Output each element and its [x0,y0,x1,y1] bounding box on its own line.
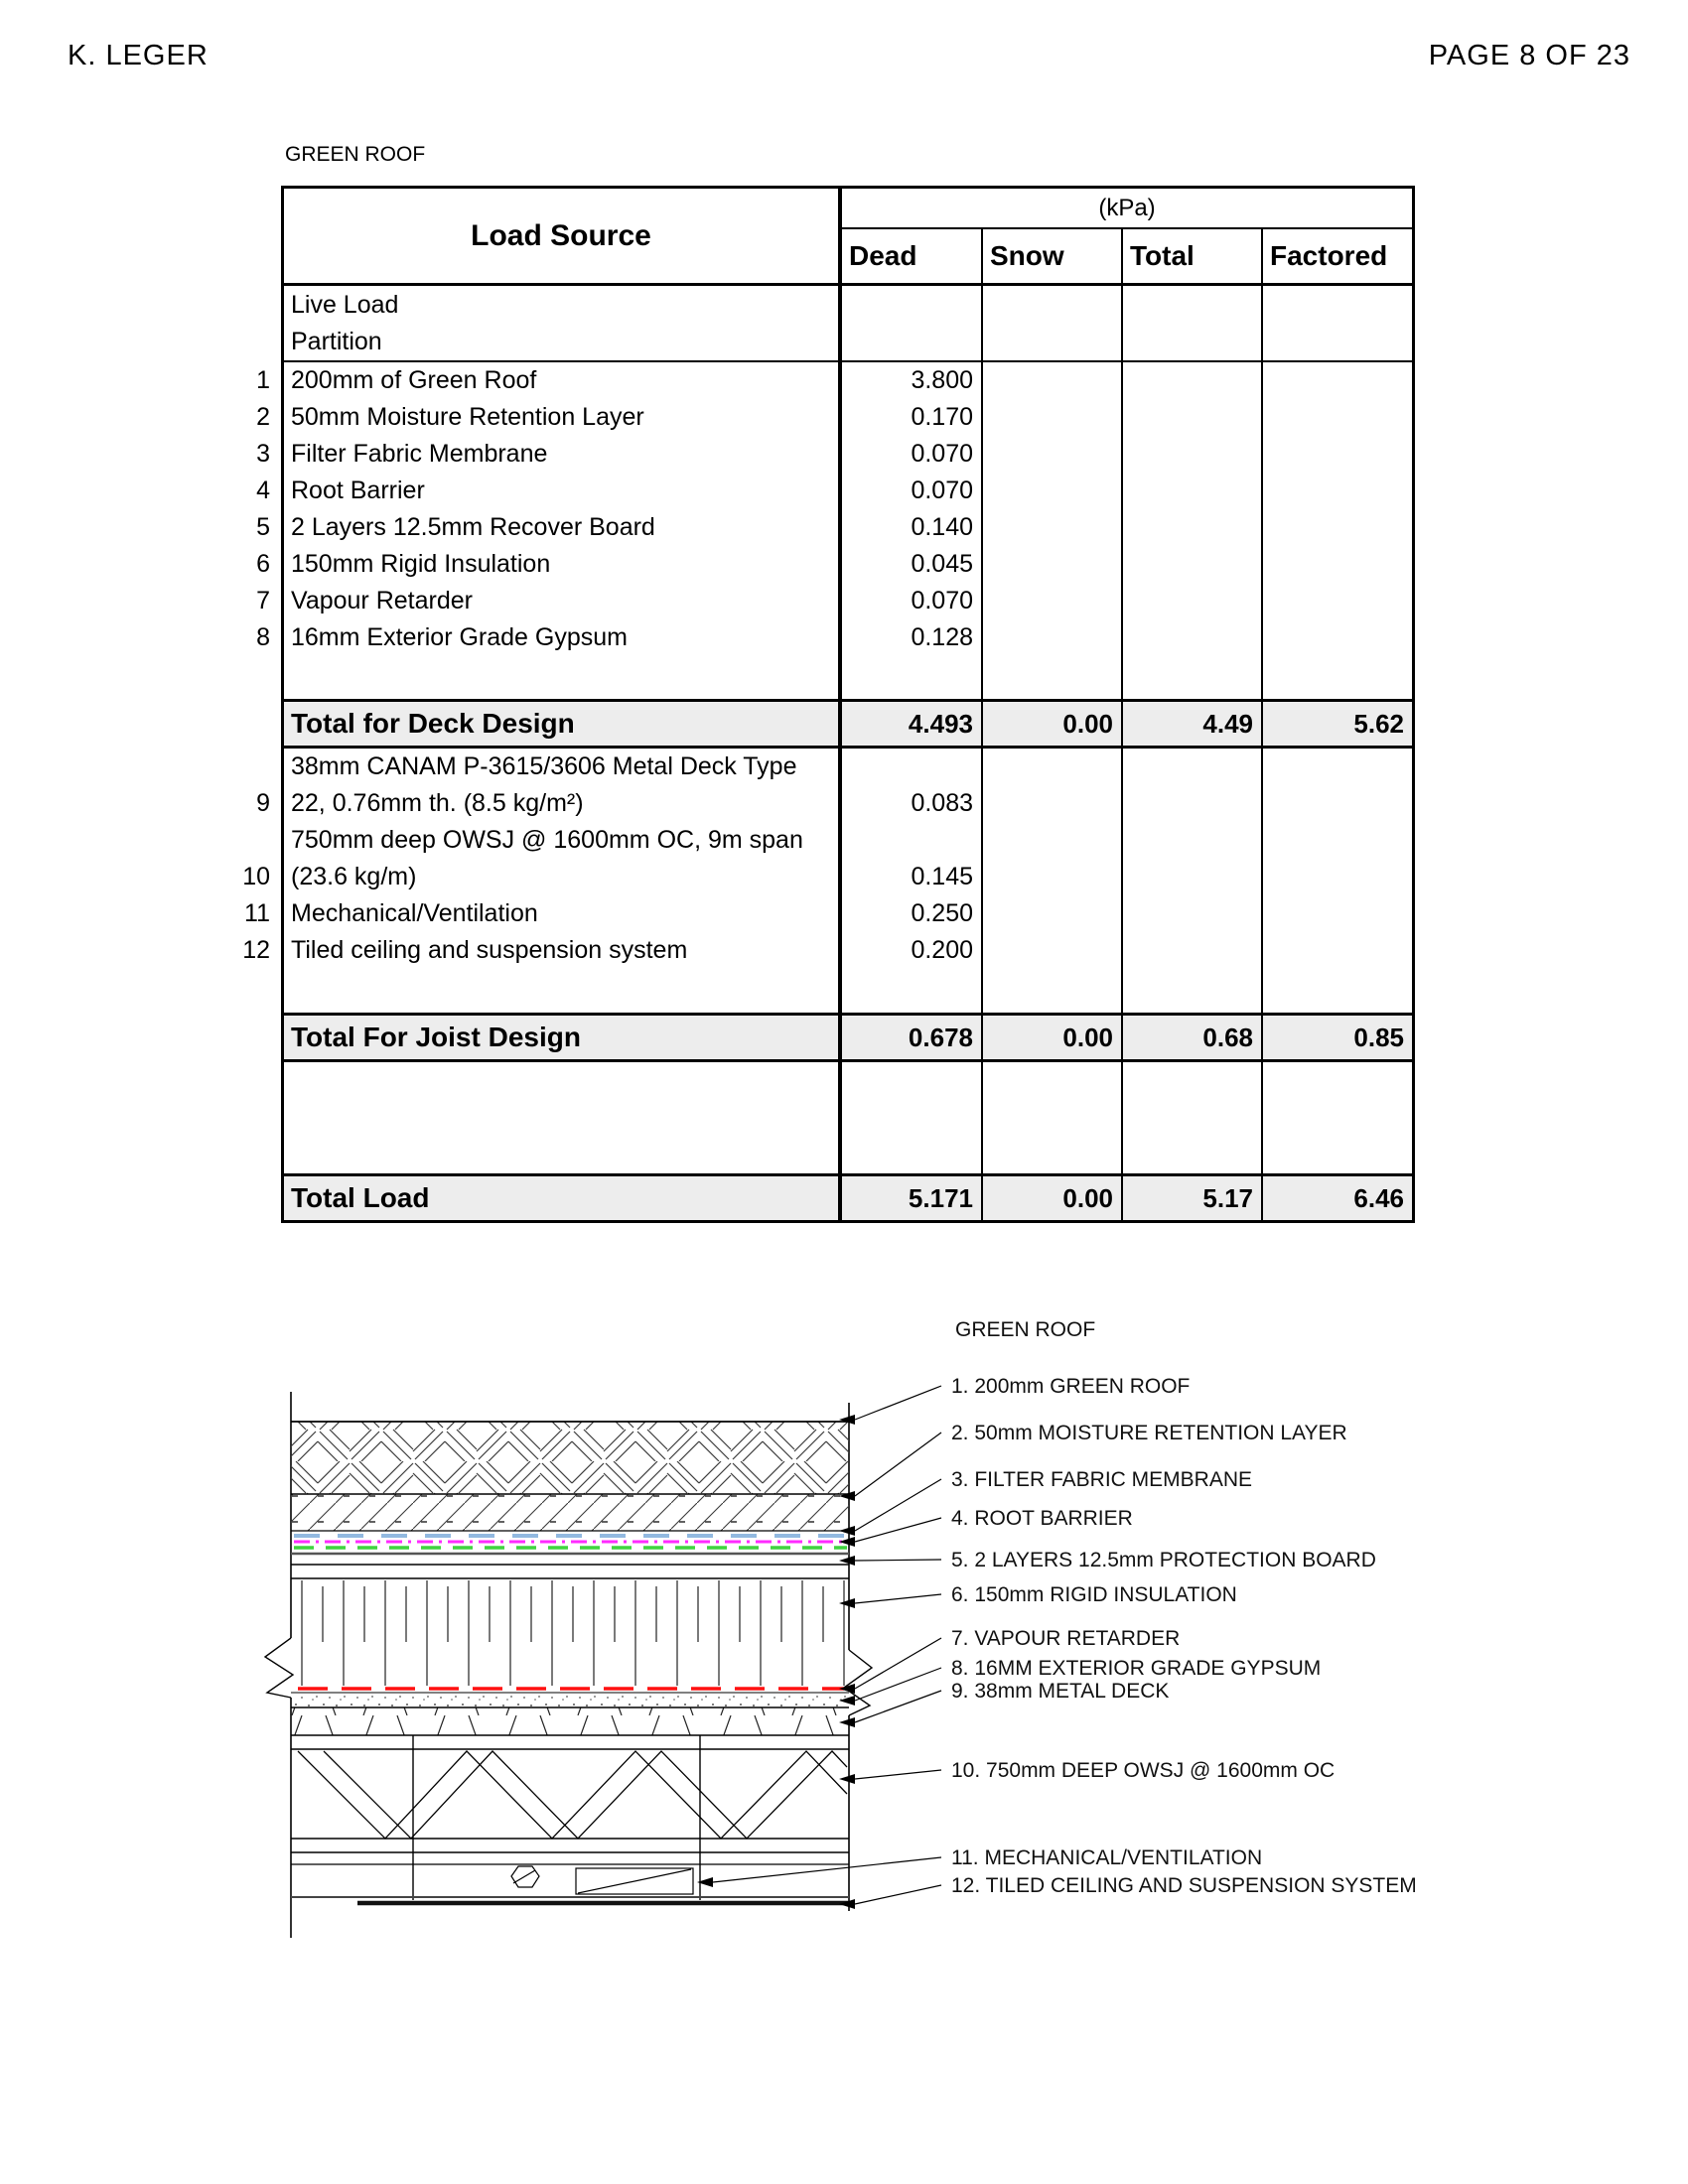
callout-label: 10. 750mm DEEP OWSJ @ 1600mm OC [951,1759,1336,1782]
row-number: 9 [256,789,270,817]
callout-label: 5. 2 LAYERS 12.5mm PROTECTION BOARD [951,1549,1376,1571]
partition-label: Partition [291,328,382,355]
col-header-factored: Factored [1261,229,1412,283]
layer-rigid-insulation [293,1580,847,1686]
table-row: Filter Fabric Membrane 0.070 [284,436,1412,473]
column-headers [842,229,1412,283]
row-number: 12 [242,936,270,964]
col-header-dead: Dead [849,240,917,271]
row-number: 4 [256,477,270,504]
callout-label: 1. 200mm GREEN ROOF [951,1375,1191,1398]
break-mark-left [265,1638,293,1698]
row-number: 1 [256,366,270,394]
grand-total-row: Total Load 5.171 0.00 5.17 6.46 [284,1173,1412,1220]
roof-section-diagram [0,1271,1688,1966]
joist-total-row: Total For Joist Design 0.678 0.00 0.68 0.85 [284,1013,1412,1062]
row-number: 5 [256,513,270,541]
row-number: 3 [256,440,270,468]
table-row: Root Barrier 0.070 [284,473,1412,509]
layer-moisture-retention [291,1494,849,1531]
spacer-row [284,656,1412,699]
mechanical-symbols [511,1866,693,1894]
units-header-group [838,189,1412,283]
callout-label: 7. VAPOUR RETARDER [951,1627,1181,1650]
table-row: 150mm Rigid Insulation 0.045 [284,546,1412,583]
table-row: Vapour Retarder 0.070 [284,583,1412,619]
row-number: 8 [256,623,270,651]
load-source-header: Load Source [471,218,651,252]
callout-label: 3. FILTER FABRIC MEMBRANE [951,1468,1252,1491]
callout-label: 8. 16MM EXTERIOR GRADE GYPSUM [951,1657,1322,1680]
row-number: 6 [256,550,270,578]
col-header-total: Total [1121,229,1261,283]
callout-label: 9. 38mm METAL DECK [951,1680,1170,1703]
table-title: GREEN ROOF [285,143,426,166]
table-row: 2 Layers 12.5mm Recover Board 0.140 [284,509,1412,546]
deck-total-row: Total for Deck Design 4.493 0.00 4.49 5.62 [284,699,1412,749]
table-row: 200mm of Green Roof 3.800 [284,362,1412,399]
page-number: PAGE 8 OF 23 [1428,40,1630,71]
load-table [281,186,1415,1223]
layer-metal-deck [291,1707,849,1735]
spacer-row [284,969,1412,1013]
table-row: 50mm Moisture Retention Layer 0.170 [284,399,1412,436]
row-number: 10 [242,863,270,890]
table-row: 750mm deep OWSJ @ 1600mm OC, 9m span (23.6 kg/m) 0.145 [284,822,1412,895]
diagram-title: GREEN ROOF [955,1318,1096,1341]
empty-row [284,1062,1412,1173]
layer-gypsum [291,1693,849,1707]
live-partition-cell [284,286,838,360]
joist-verticals [413,1735,700,1900]
layer-green-roof [291,1422,849,1494]
row-number: 11 [244,899,270,927]
units-label: (kPa) [842,189,1412,229]
table-row: Mechanical/Ventilation 0.250 [284,895,1412,932]
col-header-snow: Snow [981,229,1121,283]
callout-label: 11. MECHANICAL/VENTILATION [951,1846,1263,1869]
table-row: Tiled ceiling and suspension system 0.200 [284,932,1412,969]
row-number: 7 [256,587,270,614]
callout-label: 2. 50mm MOISTURE RETENTION LAYER [951,1422,1347,1444]
row-number: 2 [256,403,270,431]
callout-label: 6. 150mm RIGID INSULATION [951,1583,1237,1606]
table-row-live-partition [284,286,1412,362]
table-row: 16mm Exterior Grade Gypsum 0.128 [284,619,1412,656]
table-row: 38mm CANAM P-3615/3606 Metal Deck Type 22, 0.76mm th. (8.5 kg/m²) 0.083 [284,749,1412,822]
owsj-web [298,1751,847,1839]
author-name: K. LEGER [68,40,209,71]
callout-label: 12. TILED CEILING AND SUSPENSION SYSTEM [951,1874,1417,1897]
table-header [284,189,1412,286]
live-load-label: Live Load [291,291,399,319]
callout-label: 4. ROOT BARRIER [951,1507,1133,1530]
